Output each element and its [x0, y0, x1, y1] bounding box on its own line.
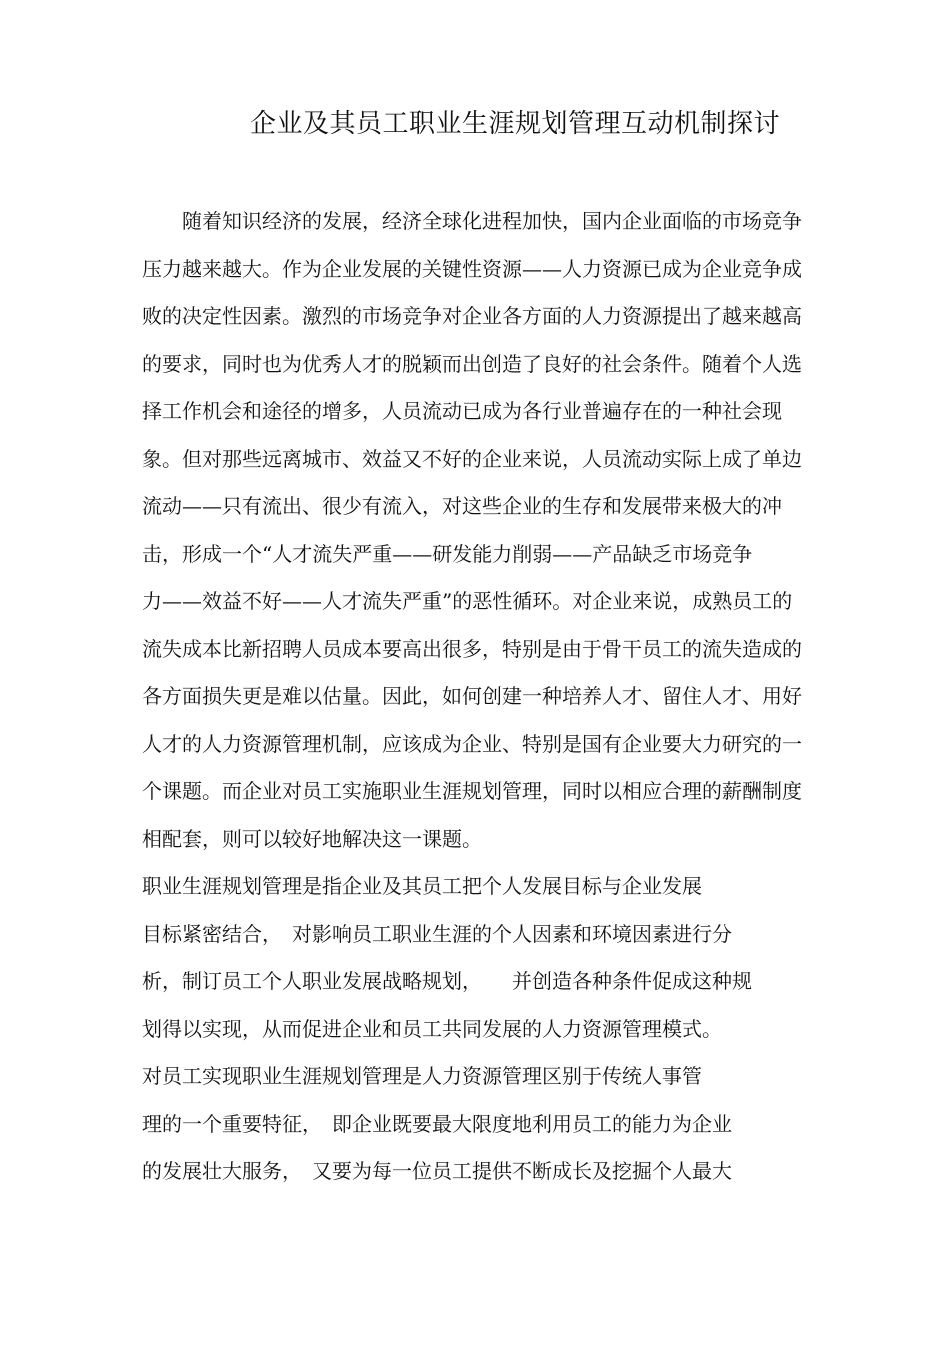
body-line: 职业生涯规划管理是指企业及其员工把个人发展目标与企业发展 [142, 874, 702, 898]
body-line: 象。但对那些远离城市、效益又不好的企业来说，人员流动实际上成了单边 [142, 447, 802, 471]
body-line: 对员工实现职业生涯规划管理是人力资源管理区别于传统人事管 [142, 1064, 702, 1088]
body-line: 析，制订员工个人职业发展战略规划， 并创造各种条件促成这种规 [142, 969, 752, 993]
body-line: 流失成本比新招聘人员成本要高出很多，特别是由于骨干员工的流失造成的 [142, 637, 802, 661]
body-line: 各方面损失更是难以估量。因此，如何创建一种培养人才、留住人才、用好 [142, 684, 802, 708]
body-line: 择工作机会和途径的增多，人员流动已成为各行业普遍存在的一种社会现 [142, 399, 782, 423]
document-title: 企业及其员工职业生涯规划管理互动机制探讨 [250, 109, 781, 139]
body-line: 力——效益不好——人才流失严重”的恶性循环。对企业来说，成熟员工的 [142, 589, 793, 613]
body-line: 理的一个重要特征， 即企业既要最大限度地利用员工的能力为企业 [142, 1112, 732, 1136]
body-line: 的要求，同时也为优秀人才的脱颖而出创造了良好的社会条件。随着个人选 [142, 352, 802, 376]
body-line: 个课题。而企业对员工实施职业生涯规划管理，同时以相应合理的薪酬制度 [142, 779, 802, 803]
body-line: 目标紧密结合， 对影响员工职业生涯的个人因素和环境因素进行分 [142, 922, 732, 946]
body-line: 击，形成一个“人才流失严重——研发能力削弱——产品缺乏市场竞争 [142, 542, 753, 566]
body-line: 流动——只有流出、很少有流入，对这些企业的生存和发展带来极大的冲 [142, 494, 782, 518]
body-line: 人才的人力资源管理机制，应该成为企业、特别是国有企业要大力研究的一 [142, 732, 802, 756]
body-line: 随着知识经济的发展，经济全球化进程加快，国内企业面临的市场竞争 [142, 209, 802, 233]
body-line: 压力越来越大。作为企业发展的关键性资源——人力资源已成为企业竞争成 [142, 257, 802, 281]
body-line: 相配套，则可以较好地解决这一课题。 [142, 827, 482, 851]
body-line: 败的决定性因素。激烈的市场竞争对企业各方面的人力资源提出了越来越高 [142, 304, 802, 328]
body-line: 的发展壮大服务， 又要为每一位员工提供不断成长及挖掘个人最大 [142, 1159, 732, 1183]
body-line: 划得以实现，从而促进企业和员工共同发展的人力资源管理模式。 [142, 1017, 722, 1041]
